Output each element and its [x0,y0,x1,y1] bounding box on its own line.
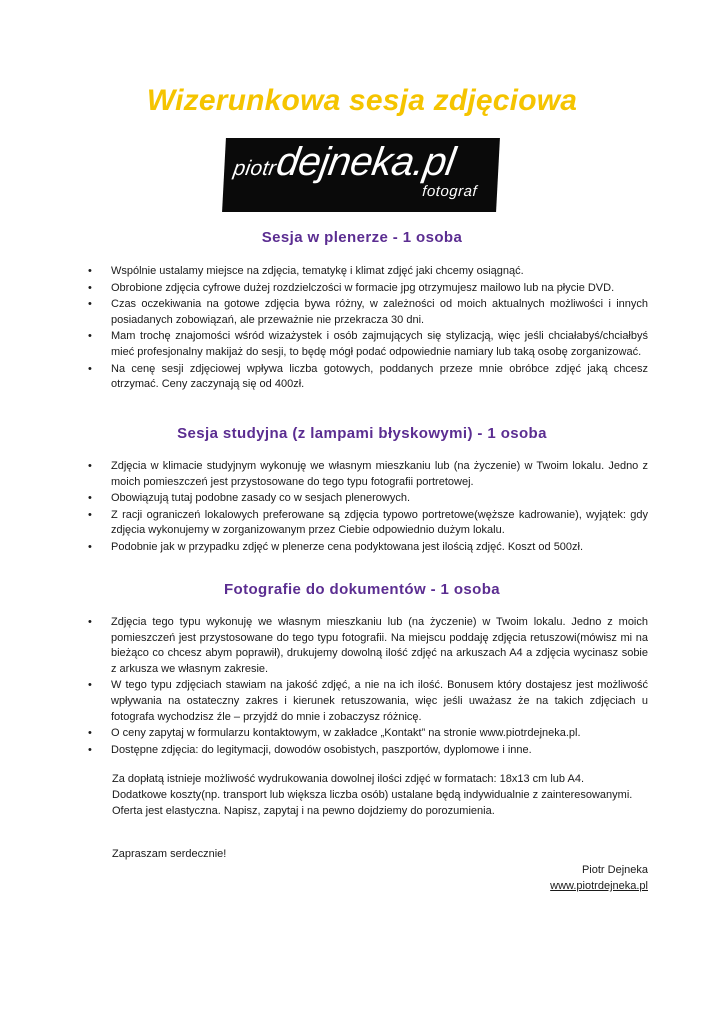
note-line: Za dopłatą istnieje możliwość wydrukowania dowolnej ilości zdjęć w formatach: 18x13 cm lub A4. [112,773,585,785]
bullet: • [88,508,92,521]
list-item-text: Mam trochę znajomości wśród wizażystek i osób zajmujących się stylizacją, więc jeśli chciałabyś/chciałbyś mieć profesjonalny makijaż do sesji, to będę mógł podać odpowiednie namiary lub taką osobę zorganizować. [111,330,648,358]
closing-text: Zapraszam serdecznie! [112,848,227,860]
bullet: • [88,727,92,740]
notes [112,771,652,819]
list-item [88,726,648,742]
list-item-text: Podobnie jak w przypadku zdjęć w plenerze cena podyktowana jest ilością zdjęć. Koszt od 500zł. [111,540,584,553]
list-item-text: Zdjęcia tego typu wykonuję we własnym mieszkaniu lub (na życzenie) w Twoim lokalu. Jedno z moich pomieszczeń jest przystosowane do tego typu fotografii. Na miejscu poddaję zdjęcia retuszowi(mówisz mi na bieżąco co chcesz abym poprawił), drukujemy dowolną ilość zdjęć na arkuszach A4 a zdjęcia wycinasz sobie z arkusza we własnym zakresie. [111,616,648,675]
note-line: Oferta jest elastyczna. Napisz, zapytaj i na pewno dojdziemy do porozumienia. [112,805,495,817]
bullet: • [88,460,92,472]
logo-fotograf: fotograf [421,183,478,200]
bullet: • [88,362,92,375]
list-item-text: Obowiązują tutaj podobne zasady co w sesjach plenerowych. [111,492,411,505]
list-item-text: O ceny zapytaj w formularzu kontaktowym, w zakładce „Kontakt” na stronie www.piotrdejneka.pl. [111,727,581,740]
list-item-text: Na cenę sesji zdjęciowej wpływa liczba gotowych, poddanych przeze mnie obróbce zdjęć jaką chcesz otrzymać. Ceny zaczynają się od 400zł. [111,362,648,391]
bullet: • [88,743,92,756]
list-item-text: Obrobione zdjęcia cyfrowe dużej rozdzielczości w formacie jpg otrzymujesz mailowo lub na płycie DVD. [111,281,615,294]
list-item [88,362,648,393]
bullet: • [88,540,92,553]
list-item [88,329,648,360]
list-item [88,297,648,328]
section-heading-studio: Sesja studyjna (z lampami błyskowymi) - 1 osoba [177,425,547,442]
bullet: • [88,265,92,277]
bullet: • [88,492,92,505]
website-link[interactable]: www.piotrdejneka.pl [550,880,648,892]
list-plener [88,264,648,394]
logo [222,138,500,212]
list-item [88,743,648,759]
list-item [88,264,648,280]
list-item-text: Czas oczekiwania na gotowe zdjęcia bywa różny, w zależności od moich aktualnych możliwości i innych posiadanych zobowiązań, ale przeważnie nie przekracza 30 dni. [111,298,648,326]
list-item-text: Z racji ograniczeń lokalowych preferowane są zdjęcia typowo portretowe(węższe kadrowanie), wyjątek: gdy zdjęcia wykonujemy w zorganizowanym przez Ciebie odpowiednio dużym lokalu. [111,508,648,537]
page-title: Wizerunkowa sesja zdjęciowa [146,84,578,117]
list-item [88,508,648,539]
list-item [88,540,648,556]
list-item [88,615,648,677]
bullet: • [88,679,92,692]
list-item-text: Dostępne zdjęcia: do legitymacji, dowodów osobistych, paszportów, dyplomowe i inne. [111,743,532,756]
section-heading-documents: Fotografie do dokumentów - 1 osoba [223,581,501,598]
list-documents [88,615,648,759]
list-item [88,491,648,507]
list-item [88,281,648,297]
bullet: • [88,616,92,628]
list-item-text: Wspólnie ustalamy miejsce na zdjęcia, tematykę i klimat zdjęć jaki chcemy osiągnąć. [111,265,524,277]
bullet: • [88,330,92,343]
list-item-text: W tego typu zdjęciach stawiam na jakość zdjęć, a nie na ich ilość. Bonusem który dostajesz jest możliwość wpływania na ostateczny zakres i kierunek retuszowania, więc jeśli uważasz że na takich zdjęciach u fotografa wychodzisz źle – przyjdź do mnie i zobaczysz różnicę. [111,679,648,723]
signature [550,862,648,894]
list-item-text: Zdjęcia w klimacie studyjnym wykonuję we własnym mieszkaniu lub (na życzenie) w Twoim lokalu. Jedno z moich pomieszczeń jest przystosowane do tego typu fotografii portretowej. [111,460,648,488]
logo-wordmark [231,140,458,185]
logo-piotr: piotr [231,157,278,180]
note-line: Dodatkowe koszty(np. transport lub większa liczba osób) ustalane będą indywidualnie z zainteresowanymi. [112,789,633,801]
section-heading-plener: Sesja w plenerze - 1 osoba [261,229,463,246]
list-item [88,678,648,725]
list-item [88,459,648,490]
signature-name: Piotr Dejneka [581,864,648,876]
logo-dejneka: dejneka.pl [273,140,458,184]
bullet: • [88,281,92,294]
list-studio [88,459,648,557]
bullet: • [88,298,92,311]
